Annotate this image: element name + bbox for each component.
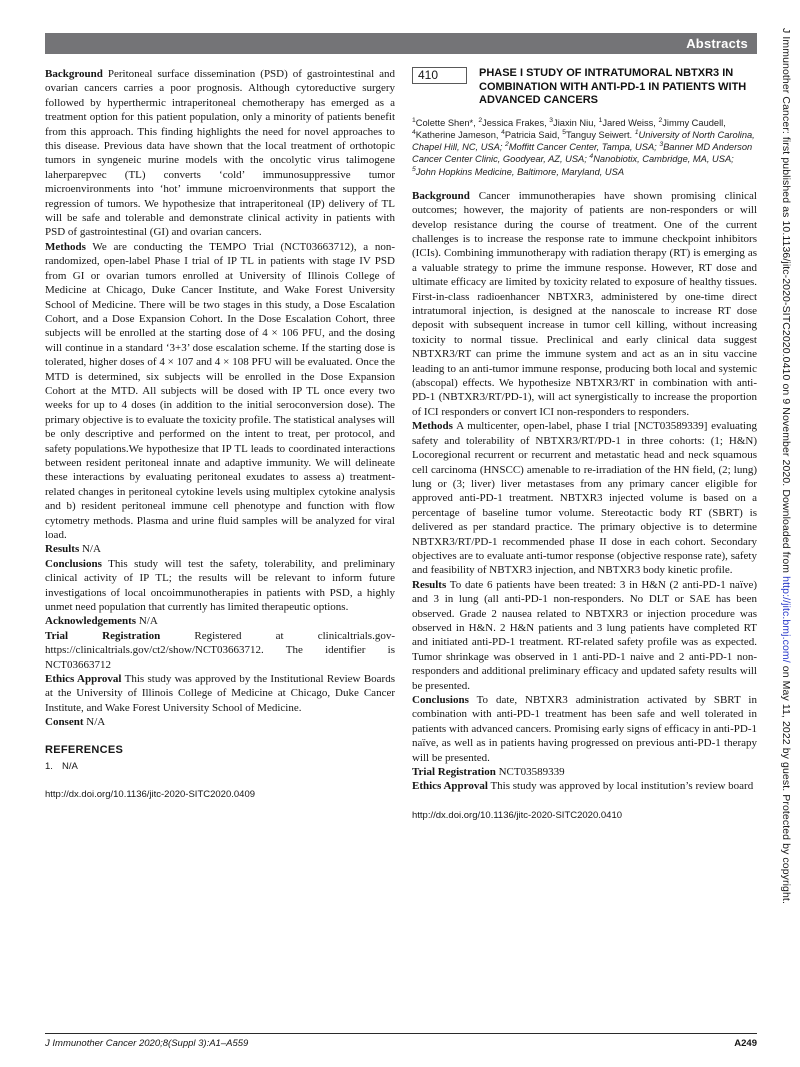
affiliation: $^2$Moffitt Cancer Center, Tampa, USA; <box>505 141 660 153</box>
copyright-sidebar <box>766 28 792 1058</box>
section-label: Conclusions <box>45 557 102 570</box>
section-label: Background <box>412 189 470 202</box>
section-label: Trial Registration <box>412 766 496 779</box>
section-label: Conclusions <box>412 694 469 707</box>
section-label: Consent <box>45 716 84 729</box>
section-trial-registration: Trial Registration Registered at clinicaltrials.gov- https://clinicaltrials.gov/ct2/show/NCT03663712. The identifier is NCT03663712 <box>45 629 395 671</box>
affiliation: $^1$University of North Carolina, Chapel Hill, NC, USA; <box>412 128 755 153</box>
authors-affiliations: $^1$Colette Shen*, $^2$Jessica Frakes, $^3$Jiaxin Niu, $^1$Jared Weiss, $^2$Jimmy Caudell, $^4$Katherine Jameson, $^4$Patricia Said, $^5$Tanguy Seiwert. $^1$University of North Carolina, Chapel Hill, NC, USA; $^2$Moffitt Cancer Center, Tampa, USA; $^3$Banner MD Anderson Cancer Center Clinic, Goodyear, AZ, USA; $^4$Nanobiotix, Cambridge, MA, USA; $^5$John Hopkins Medicine, Baltimore, Maryland, USA <box>412 116 755 177</box>
section-trial-registration: Trial Registration NCT03589339 <box>412 766 565 779</box>
references-list <box>45 761 395 774</box>
footer-citation: J Immunother Cancer 2020;8(Suppl 3):A1–A559 <box>45 1038 249 1049</box>
section-label: Acknowledgements <box>45 615 137 628</box>
section-results: Results To date 6 patients have been treated: 3 in H&N (2 anti-PD-1 naïve) and 3 in lung (all anti-PD-1 non-responders. No DLT or SAE has been observed. Grade 2 nausea related to NBTXR3 or injection procedure was observed in H&N. 2 H&N patients and 3 lung patients have completed RT and initiated anti-PD-1 treatment. RT-related safety profile was as expected. Tumor shrinkage was observed in 1 anti-PD-1 naive and 2 anti-PD-1 non-responders and additional preliminary efficacy and updated safety results will be presented. <box>412 578 757 692</box>
section-label: Methods <box>45 240 86 253</box>
sidebar-text-before: J Immunother Cancer: first published as 10.1136/jitc-2020-SITC2020.0410 on 9 November 2020. Downloaded from <box>780 28 792 577</box>
abstract-410-header <box>412 67 757 108</box>
section-conclusions: Conclusions This study will test the safety, tolerability, and preliminary clinical activity of IP TL; the results will be relevant to inform future investigations of local oncoimmunotherapies in patients with PSD, a highly unmet need population that currently has limited therapeutic options. <box>45 557 395 614</box>
section-ethics-approval: Ethics Approval This study was approved by local institution’s review board <box>412 780 754 793</box>
reference-item: 1. N/A <box>45 760 78 772</box>
section-methods: Methods We are conducting the TEMPO Trial (NCT03663712), a non-randomized, open-label Phase I trial of IP TL in patients with stage IV PSD from GI or ovarian tumors enrolled at University of Illinois College of Medicine at Chicago, Duke Cancer Institute, and Wake Forest University School of Medicine. There will be two stages in this study, a Dose Escalation Cohort, and a Dose Expansion Cohort. In the Dose Escalation Cohort, three subjects will be enrolled at the starting dose of 4 × 106 PFU, and the dosing will continue in a standard ‘3+3’ dose escalation scheme. If the starting dose is tolerated, higher doses of 4 × 107 and 4 × 108 PFU will be evaluated. Once the MTD is determined, six subjects will be enrolled in the Dose Expansion Cohort at the MTD. All subjects will be dosed with IP TL once every two weeks for up to 4 doses (in addition to the initial seroconversion dose). The primary objective is to evaluate the toxicity profile. The statistical analyses will be only descriptive and performed on the intent to treat, per protocol, and safety populations.We hypothesize that IP TL leads to coordinated interactions between resident peritoneal innate and adaptive immunity. We will delineate these interactions by evaluating peritoneal exudates to assess a) treatment-related changes in peritoneal cytokine levels using multiplex cytokine analysis and b) resident peritoneal immune cell phenotype and function with flow cytometry methods. Plasma and urine fluid samples will be analyzed for viral load. <box>45 240 395 541</box>
section-results: Results N/A <box>45 543 101 556</box>
affiliation: $^3$Banner MD Anderson Cancer Center Clinic, Goodyear, AZ, USA; <box>412 141 753 165</box>
affiliation: $^4$Nanobiotix, Cambridge, MA, USA; <box>589 153 734 165</box>
sidebar-text-after: on May 11, 2022 by guest. Protected by copyright. <box>780 662 792 904</box>
page-footer <box>45 1033 757 1049</box>
abstract-409-column <box>45 67 395 800</box>
section-background: Background Cancer immunotherapies have shown promising clinical outcomes; however, the majority of patients are non-responders or will develop resistance during the course of treatment. One of the current challenges is to increase the response rate to immune checkpoint inhibitors (ICIs). Combining immunotherapy with radiation therapy (RT) is emerging as a valuable strategy to prime the immune response. However, RT dose and ultimate efficacy are limited by toxicity related to exposure of healthy tissues. First-in-class radioenhancer NBTXR3, administered by one-time direct intratumoral injection, is designed at the nanoscale to increase RT dose deposit with subsequent increase in tumor cell killing, without increasing toxicity to normal tissue. Preclinical and early clinical data suggest NBTXR3/RT can prime the immune system and act as an in situ vaccine leading to an anti-tumor immune response, producing both local and systemic (abscopal) effects. We hypothesize NBTXR3/RT in combination with anti-PD-1 (NBTXR3/RT/PD-1), will act synergistically to increase the proportion of ICI responders or convert ICI non-responders to responders. <box>412 189 757 418</box>
section-label: Background <box>45 68 103 80</box>
section-label: Trial Registration <box>45 629 161 642</box>
section-methods: Methods A multicenter, open-label, phase I trial [NCT03589339] evaluating safety and tolerability of NBTXR3/RT/PD-1 in three cohorts: (1; H&N) Locoregional recurrent or recurrent and metastatic head and neck squamous cell carcinoma (HNSCC) amenable to re-irradiation of the HN field, (2; lung) lung or (3; liver) liver metastases from any primary cancer eligible for approved anti-PD-1 treatment. NBTXR3 injected volume is based on a percentage of baseline tumor volume. Stereotactic body RT (SBRT) is delivered as per standard practice. The primary objective is to determine NBTXR3/RT/PD-1 recommended phase II dose in each cohort. Secondary objectives are to evaluate anti-tumor response (objective response rate), safety and feasibility of NBTXR3 injection, and NBTXR3 body kinetic profile. <box>412 420 757 577</box>
section-label: Ethics Approval <box>45 673 122 686</box>
abstract-title: PHASE I STUDY OF INTRATUMORAL NBTXR3 IN COMBINATION WITH ANTI-PD-1 IN PATIENTS WITH ADVANCED CANCERS <box>479 67 747 107</box>
section-label: Ethics Approval <box>412 780 488 793</box>
section-ethics-approval: Ethics Approval This study was approved by the Institutional Review Boards at the University of Illinois College of Medicine at Chicago, Duke Cancer Institute, and Wake Forest University School of Medicine. <box>45 673 395 714</box>
abstract-410-body <box>412 189 757 794</box>
abstract-409-body <box>45 67 395 730</box>
footer-page-number: A249 <box>734 1038 757 1049</box>
references-heading: REFERENCES <box>45 743 124 756</box>
abstracts-banner-label: Abstracts <box>686 36 748 51</box>
affiliation: $^5$John Hopkins Medicine, Baltimore, Maryland, USA <box>412 165 625 177</box>
abstracts-banner <box>45 33 757 54</box>
section-background: Background Peritoneal surface dissemination (PSD) of gastrointestinal and ovarian cancers carries a poor prognosis. Although cytoreductive surgery followed by hyperthermic intraperitoneal chemotherapy has emerged as a treatment option for this patient population, only a minority of patients benefit from this approach. This finding highlights the need for novel approaches to this disease. Previous data have shown that the local treatment of orthotopic tumors in syngeneic murine models with the oncolytic virus talimogene laherparepvec (TL) converts ‘cold’ immunosuppressive tumor microenvironments into ‘hot’ immune microenvironments that support the regression of tumors. We hypothesize that intraperitoneal (IP) delivery of TL will be safe and tolerable and demonstrate clinical activity in patients with PSD of gastrointestinal (GI) and ovarian cancers. <box>45 68 395 239</box>
sidebar-journal-link[interactable]: http://jitc.bmj.com/ <box>780 576 792 663</box>
section-label: Results <box>412 578 447 591</box>
section-label: Methods <box>412 420 453 433</box>
abstract-number-box <box>412 67 467 84</box>
doi-link-410[interactable]: http://dx.doi.org/10.1136/jitc-2020-SITC2020.0410 <box>412 809 623 821</box>
section-acknowledgements: Acknowledgements N/A <box>45 615 158 628</box>
abstract-number: 410 <box>418 68 439 82</box>
section-label: Results <box>45 543 80 556</box>
abstract-410-column <box>412 67 757 821</box>
doi-link-409[interactable]: http://dx.doi.org/10.1136/jitc-2020-SITC2020.0409 <box>45 789 256 801</box>
section-conclusions: Conclusions To date, NBTXR3 administration activated by SBRT in combination with anti-PD-1 treatment has been safe and well tolerated in patients with advanced cancers. Promising early signs of efficacy in anti-PD-1 naïve, as well as in patients having progressed on previous anti-PD-1 therapy will be presented. <box>412 694 757 764</box>
section-consent: Consent N/A <box>45 716 106 729</box>
